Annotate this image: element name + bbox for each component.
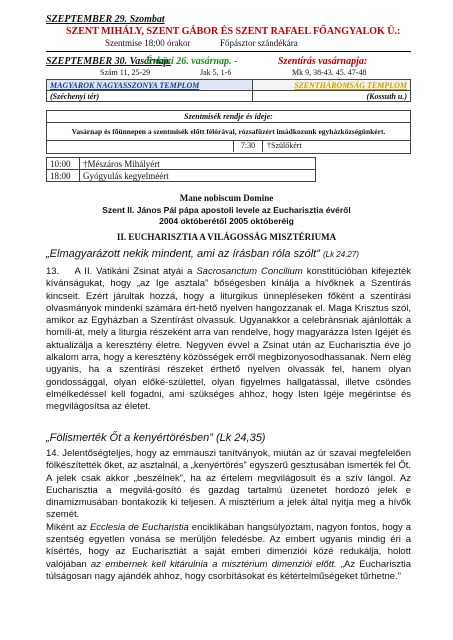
mass-time: 10:00 (47, 158, 80, 170)
mass-order-title: Szentmisék rendje és ideje: (47, 111, 410, 123)
paragraph-text: A II. Vatikáni Zsinat atyái a (74, 266, 193, 277)
mass-order-box (46, 110, 411, 154)
church-left-name: MAGYAROK NAGYASSZONYA TEMPLOM (47, 80, 253, 91)
mass-order-row (47, 141, 410, 153)
paragraph-text: konstitúcióban kifejezték kívánságukat, hogy „az Ige asztala” bőségesben kínálja a hívőknek a Szentírás kincseit. Ezért járultak hozzá, hogy a liturgikus ünnepléseken főként a szentírási olvasmányok mindenki számára ért-hető nyelven hangozzanak el. Maga Krisztus szól, amikor az Egyházban a Szentírást olvassuk. Ugyanakkor a celebránsnak ajánlották a homíli-át, mely a liturgia részeként arra van rendelve, hogy magyarázza Isten Igéjét és aktualizálja a keresztény életre. Negyven évvel a Zsinat után az Eucharisztia éve jó alkalom arra, hogy a keresztény közösségek erről megbizonyosodhassanak. Nem elég ugyanis, ha a szentírási részeket érthető nyelven olvassák fel, hanem olyan gondossággal, olyan előké-születtel, olyan figyelmes hallgatással, illetve csöndes elmélkedéssel kell fogadni, ami szükséges ahhoz, hogy Isten Igéje megérintse és megvilágosítsa az életet. (46, 266, 411, 413)
divider (46, 51, 411, 52)
reading-second: Jak 5, 1-6 (200, 68, 232, 77)
mass-order-intention: †Szülőkért (267, 141, 302, 150)
emphasis-text: az embernek kell kitárulnia a misztérium dimenziói előtt. (90, 558, 337, 570)
letter-title: Szent II. János Pál pápa apostoli levele az Eucharisztia évéről (102, 205, 351, 215)
churches-table (46, 79, 411, 102)
rosary-notice: Vasárnap és főünnepen a szentmisék előtt félórával, rózsafüzért imádkozunk egyházközségünkért. (47, 123, 410, 141)
paragraph-number: 14. (46, 448, 60, 459)
paragraph-number: 13. (46, 266, 60, 277)
paragraph-text: „Az Eucharisztia túlságosan nagy ajándék ahhoz, hogy csorbításokat és kétértelműségeket tűrhetne.” (46, 558, 411, 582)
mass-intention: Gyógyulás kegyelméért (80, 170, 316, 182)
mass-order-time: 7:30 (233, 141, 263, 152)
letter-motto: Mane nobiscum Domine (179, 193, 274, 203)
mass-intention: †Mészáros Mihályért (80, 158, 316, 170)
document-title: Ecclesia de Eucharistia (89, 521, 189, 533)
reading-gospel: Mk 9, 38-43. 45. 47-48 (292, 68, 367, 77)
chapter-title: II. EUCHARISZTIA A VILÁGOSSÁG MISZTÉRIUMA (116, 232, 337, 242)
sep30-sunday-title: Évközi 26. vasárnap. - (146, 56, 238, 67)
section1-heading-text: „Elmagyarázott nekik mindent, ami az írásban róla szólt” (46, 248, 320, 260)
document-title: Sacrosanctum Concilium (196, 266, 303, 277)
mass-row (47, 170, 316, 182)
section1-paragraph (46, 266, 411, 414)
paragraph-text: enciklikában hangsúlyoztam, nagyon fontos, hogy a szentség egyetlen vonása se merüljön feledésbe. Az embert ugyanis mindig éri a kísértés, hogy az Eucharisztiát a saját emberi dimenziói közé redukálja, holott valójában (46, 521, 412, 570)
church-right-place: (Kossuth u.) (253, 91, 411, 102)
mass-row (47, 158, 316, 170)
mass-time: 18:00 (47, 170, 80, 182)
masses-table (46, 157, 316, 182)
church-right-name: SZENTHÁROMSÁG TEMPLOM (253, 80, 411, 91)
sep30-bible-sunday: Szentírás vasárnapja: (278, 56, 368, 67)
sep29-feast-title: SZENT MIHÁLY, SZENT GÁBOR ÉS SZENT RAFAEL FŐANGYALOK Ü.: (66, 26, 401, 37)
church-left-place: (Széchenyi tér) (47, 91, 253, 102)
sep29-date: SZEPTEMBER 29. Szombat (46, 14, 165, 25)
paragraph-text: Miként az (46, 521, 87, 533)
section2-paragraph (46, 448, 411, 583)
section2-heading: „Fölismerték Őt a kenyértörésben” (Lk 24,35) (46, 432, 266, 444)
sep30-date: SZEPTEMBER 30. Vasárnap. (46, 56, 172, 67)
reading-first: Szám 11, 25-29 (100, 68, 151, 77)
sep29-mass-intention: Főpásztor szándékára (220, 38, 298, 48)
sep29-mass-time: Szentmise 18:00 órakor (105, 38, 191, 48)
paragraph-text: Jelentőségteljes, hogy az emmauszi tanítványok, miután az úr szavai megfelelően fölkészítették őket, az asztalnál, a „kenyértörés” egyszerű gesztusában ismerték fel Őt. A jelek csak akkor „beszélnek”, ha az értelem megvilágosult és a szív lángol. Az Eucharisztia a megvilá-gosító és gazdag tartalmú üzenetet hordozó jelek e dinamizmusában bontakozik ki teljesen. A misztérium a jelek által nyitja meg a hívők szemét. (46, 448, 412, 521)
section1-heading-ref: (Lk 24,27) (322, 250, 359, 259)
letter-dates: 2004 októberétől 2005 októberéig (159, 216, 294, 226)
section1-heading (46, 248, 359, 260)
